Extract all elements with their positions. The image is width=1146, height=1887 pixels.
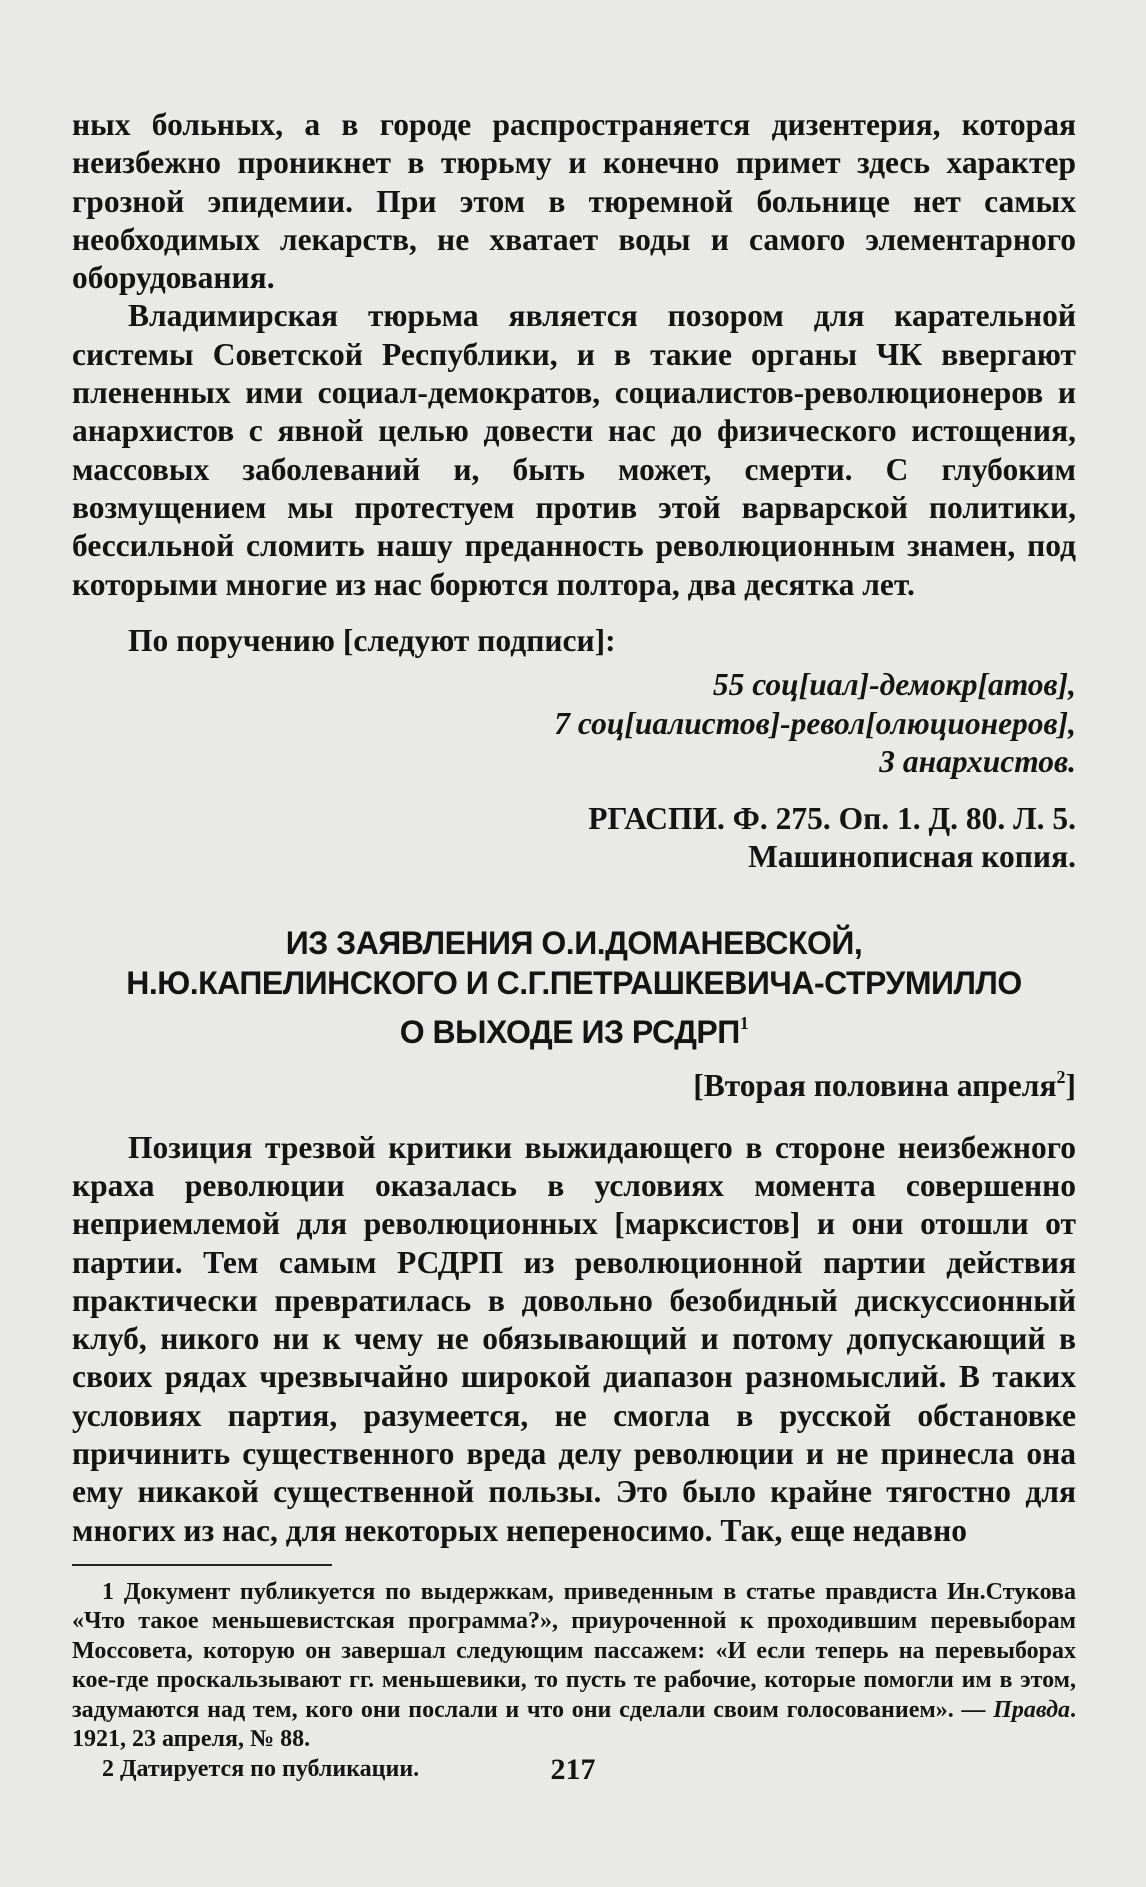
copy-type: Машинописная копия. bbox=[748, 839, 1076, 875]
signatures-block bbox=[72, 666, 1076, 782]
heading-line bbox=[72, 1003, 1076, 1052]
date-close: ] bbox=[1065, 1067, 1076, 1103]
source-reference bbox=[72, 800, 1076, 877]
document-date bbox=[72, 1058, 1076, 1105]
footnote-1 bbox=[72, 1578, 1076, 1755]
signature-line: 55 соц[иал]-демокр[атов], bbox=[712, 667, 1076, 703]
paragraph-statement: Позиция трезвой критики выжидающего в стороне неизбежного краха революции оказалась в условиях момента совершенно неприемлемой для революционных [марксистов] и они отошли от партии. Тем самым РСДРП из революционной партии действия практически превратилась в довольно безобидный дискуссионный клуб, никого ни к чему не обязывающий и потому допускающий в своих рядах чрезвычайно широкой диапазон разномыслий. В таких условиях партия, разумеется, не смогла в русской обстановке причинить существенного вреда делу революции и не принесла она ему никакой существенной пользы. Это было крайне тягостно для многих из нас, для некоторых непереносимо. Так, еще недавно bbox=[72, 1129, 1076, 1548]
date-text: [Вторая половина апреля bbox=[693, 1067, 1057, 1103]
signature-line: 3 анархистов. bbox=[879, 744, 1076, 780]
footnote-number: 2 bbox=[102, 1755, 114, 1782]
heading-line: Н.Ю.КАПЕЛИНСКОГО И С.Г.ПЕТРАШКЕВИЧА-СТРУМИЛЛО bbox=[126, 964, 1022, 1001]
footnote-mark: 1 bbox=[739, 1012, 749, 1033]
footnote-text: Датируется по публикации. bbox=[114, 1755, 420, 1782]
signoff-line: По поручению [следуют подписи]: bbox=[128, 622, 616, 658]
document-heading bbox=[72, 923, 1076, 1052]
page-content bbox=[72, 106, 1076, 1784]
page-number: 217 bbox=[550, 1753, 596, 1786]
paragraph-prison-conditions: ных больных, а в городе распространяется дизентерия, которая неизбежно проникнет в тюрьму и конечно примет здесь характер грозной эпидемии. При этом в тюремной больнице нет самых необходимых лекарств, не хватает воды и самого элементарного оборудования. bbox=[72, 107, 1076, 296]
signature-line: 7 соц[иалистов]-револ[олюционеров], bbox=[554, 705, 1076, 741]
footnote-source-tail: . 1921, 23 апреля, № 88. bbox=[72, 1696, 1076, 1753]
archive-citation: РГАСПИ. Ф. 275. Оп. 1. Д. 80. Л. 5. bbox=[588, 800, 1076, 836]
footnote-mark: 2 bbox=[1056, 1066, 1066, 1087]
heading-line-text: О ВЫХОДЕ ИЗ РСДРП bbox=[399, 1013, 740, 1050]
footnote-text: Документ публикуется по выдержкам, приведенным в статье правдиста Ин.Стукова «Что такое меньшевистская программа?», приуроченной к проходившим перевыборам Моссовета, которую он завершал следующим пассажем: «И если теперь на перевыборах кое-где проскальзывают гг. меньшевики, то пусть те рабочие, которые помогли им в этом, задумаются над тем, кого они послали и что они сделали своим голосованием». — bbox=[72, 1578, 1076, 1723]
footnote-divider bbox=[72, 1564, 332, 1566]
heading-line: ИЗ ЗАЯВЛЕНИЯ О.И.ДОМАНЕВСКОЙ, bbox=[285, 924, 863, 961]
footnote-source-title: Правда bbox=[993, 1696, 1070, 1723]
paragraph-vladimir-prison: Владимирская тюрьма является позором для карательной системы Советской Республики, и в такие органы ЧК ввергают плененных ими социал-демократов, социалистов-революционеров и анархистов с явной целью довести нас до физического истощения, массовых заболеваний и, быть может, смерти. С глубоким возмущением мы протестуем против этой варварской политики, бессильной сломить нашу преданность революционным знамен, под которыми многие из нас борются полтора, два десятка лет. bbox=[72, 298, 1076, 602]
footnote-number: 1 bbox=[102, 1578, 114, 1605]
